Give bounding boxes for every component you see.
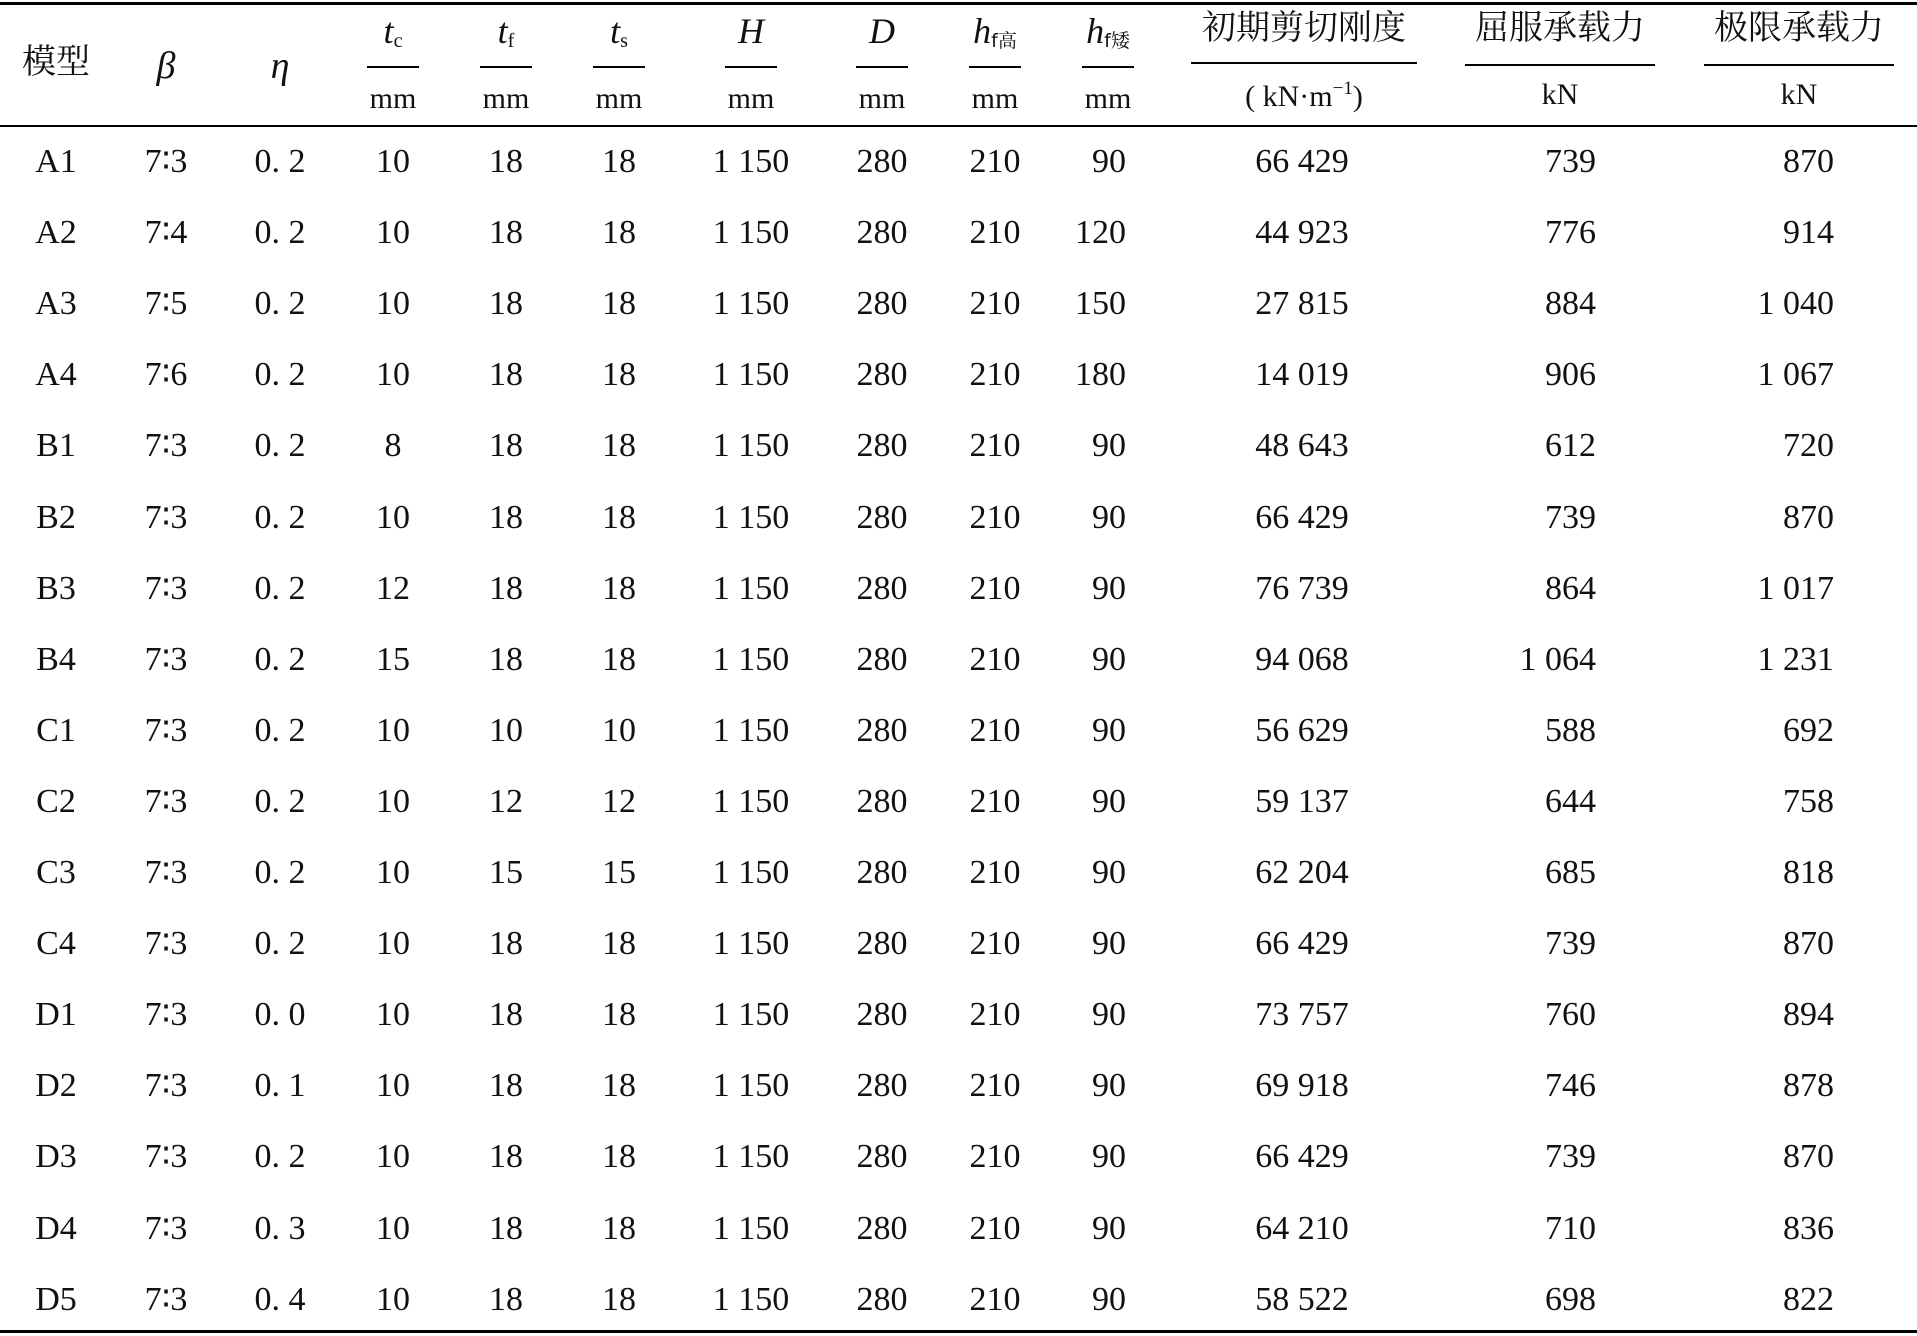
cell-yield: 612 <box>1545 427 1596 464</box>
cell-ultimate: 1 231 <box>1757 641 1834 678</box>
cell-tf: 18 <box>489 427 523 464</box>
header-stiffness-fraction-bar <box>1191 62 1417 64</box>
cell-stiffness: 64 210 <box>1255 1210 1349 1247</box>
cell-beta: 7∶3 <box>144 996 188 1033</box>
cell-H: 1 150 <box>712 356 790 393</box>
cell-eta: 0. 2 <box>254 427 306 464</box>
cell-hf-low: 90 <box>1092 854 1126 891</box>
cell-eta: 0. 2 <box>254 783 306 820</box>
cell-yield: 739 <box>1545 143 1596 180</box>
cell-stiffness: 76 739 <box>1255 570 1349 607</box>
cell-model: D2 <box>35 1067 77 1104</box>
cell-ultimate: 822 <box>1783 1281 1834 1318</box>
cell-stiffness: 58 522 <box>1255 1281 1349 1318</box>
cell-stiffness: 66 429 <box>1255 925 1349 962</box>
cell-hf-low: 90 <box>1092 570 1126 607</box>
cell-beta: 7∶3 <box>144 499 188 536</box>
cell-D: 280 <box>856 996 908 1033</box>
cell-hf-high: 210 <box>969 499 1021 536</box>
cell-H: 1 150 <box>712 854 790 891</box>
cell-tf: 18 <box>489 1138 523 1175</box>
cell-stiffness: 56 629 <box>1255 712 1349 749</box>
header-tc: $t_c$ <box>383 11 403 52</box>
cell-ultimate: 870 <box>1783 499 1834 536</box>
cell-tc: 10 <box>376 1281 410 1318</box>
cell-D: 280 <box>856 1138 908 1175</box>
cell-stiffness: 66 429 <box>1255 499 1349 536</box>
cell-H: 1 150 <box>712 1210 790 1247</box>
cell-tc: 10 <box>376 1138 410 1175</box>
cell-hf-high: 210 <box>969 356 1021 393</box>
cell-ultimate: 1 040 <box>1757 285 1834 322</box>
cell-model: B2 <box>36 499 76 536</box>
cell-beta: 7∶3 <box>144 570 188 607</box>
cell-beta: 7∶3 <box>144 1210 188 1247</box>
cell-beta: 7∶3 <box>144 641 188 678</box>
header-D-unit: mm <box>858 82 906 115</box>
cell-tc: 10 <box>376 996 410 1033</box>
cell-ultimate: 870 <box>1783 1138 1834 1175</box>
cell-ts: 18 <box>602 427 636 464</box>
cell-D: 280 <box>856 570 908 607</box>
cell-beta: 7∶6 <box>144 356 188 393</box>
cell-ts: 18 <box>602 1281 636 1318</box>
cell-ultimate: 894 <box>1783 996 1834 1033</box>
cell-ultimate: 692 <box>1783 712 1834 749</box>
cell-yield: 685 <box>1545 854 1596 891</box>
cell-beta: 7∶3 <box>144 1067 188 1104</box>
cell-eta: 0. 2 <box>254 641 306 678</box>
cell-hf-high: 210 <box>969 570 1021 607</box>
cell-hf-low: 90 <box>1092 641 1126 678</box>
cell-beta: 7∶3 <box>144 712 188 749</box>
cell-eta: 0. 2 <box>254 1138 306 1175</box>
header-eta: η <box>270 45 290 87</box>
table-top-rule <box>0 2 1917 5</box>
header-hf-low: $h_{f矮}$ <box>1086 11 1130 52</box>
cell-tf: 15 <box>489 854 523 891</box>
cell-model: D5 <box>35 1281 77 1318</box>
cell-ultimate: 818 <box>1783 854 1834 891</box>
header-hf-low-unit: mm <box>1084 82 1132 115</box>
cell-tf: 10 <box>489 712 523 749</box>
header-H-fraction-bar <box>725 66 777 68</box>
cell-ts: 18 <box>602 570 636 607</box>
header-hf-high-fraction-bar <box>969 66 1021 68</box>
cell-ts: 12 <box>602 783 636 820</box>
cell-tc: 8 <box>384 427 402 464</box>
cell-D: 280 <box>856 427 908 464</box>
cell-hf-low: 150 <box>1075 285 1126 322</box>
cell-yield: 644 <box>1545 783 1596 820</box>
cell-yield: 739 <box>1545 925 1596 962</box>
cell-hf-high: 210 <box>969 996 1021 1033</box>
cell-hf-low: 90 <box>1092 996 1126 1033</box>
header-D-fraction-bar <box>856 66 908 68</box>
cell-tc: 10 <box>376 143 410 180</box>
header-tc-unit: mm <box>369 82 417 115</box>
cell-tc: 10 <box>376 712 410 749</box>
cell-tf: 18 <box>489 996 523 1033</box>
cell-D: 280 <box>856 783 908 820</box>
cell-yield: 588 <box>1545 712 1596 749</box>
cell-tf: 18 <box>489 356 523 393</box>
cell-stiffness: 14 019 <box>1255 356 1349 393</box>
cell-H: 1 150 <box>712 641 790 678</box>
cell-hf-low: 120 <box>1075 214 1126 251</box>
cell-yield: 906 <box>1545 356 1596 393</box>
cell-H: 1 150 <box>712 925 790 962</box>
cell-D: 280 <box>856 1210 908 1247</box>
cell-H: 1 150 <box>712 214 790 251</box>
cell-tc: 10 <box>376 1067 410 1104</box>
cell-ultimate: 836 <box>1783 1210 1834 1247</box>
cell-H: 1 150 <box>712 1067 790 1104</box>
cell-tf: 12 <box>489 783 523 820</box>
cell-tf: 18 <box>489 1210 523 1247</box>
cell-D: 280 <box>856 1281 908 1318</box>
cell-tc: 10 <box>376 285 410 322</box>
cell-yield: 864 <box>1545 570 1596 607</box>
cell-yield: 884 <box>1545 285 1596 322</box>
cell-model: B3 <box>36 570 76 607</box>
cell-model: D3 <box>35 1138 77 1175</box>
header-ts: $t_s$ <box>610 11 628 52</box>
cell-eta: 0. 2 <box>254 143 306 180</box>
cell-yield: 760 <box>1545 996 1596 1033</box>
cell-eta: 0. 2 <box>254 499 306 536</box>
cell-ts: 18 <box>602 143 636 180</box>
cell-H: 1 150 <box>712 427 790 464</box>
header-H: H <box>738 11 764 51</box>
cell-stiffness: 69 918 <box>1255 1067 1349 1104</box>
cell-ts: 18 <box>602 1138 636 1175</box>
cell-beta: 7∶3 <box>144 143 188 180</box>
cell-tf: 18 <box>489 285 523 322</box>
cell-yield: 746 <box>1545 1067 1596 1104</box>
table-bottom-rule <box>0 1330 1917 1333</box>
cell-hf-low: 90 <box>1092 925 1126 962</box>
cell-model: A1 <box>35 143 77 180</box>
cell-ultimate: 870 <box>1783 143 1834 180</box>
cell-H: 1 150 <box>712 712 790 749</box>
header-yield-fraction-bar <box>1465 64 1655 66</box>
cell-tc: 15 <box>376 641 410 678</box>
cell-D: 280 <box>856 641 908 678</box>
cell-eta: 0. 2 <box>254 285 306 322</box>
header-hf-high-unit: mm <box>971 82 1019 115</box>
cell-model: C2 <box>36 783 76 820</box>
cell-tf: 18 <box>489 499 523 536</box>
cell-model: C3 <box>36 854 76 891</box>
cell-tf: 18 <box>489 143 523 180</box>
cell-H: 1 150 <box>712 783 790 820</box>
cell-tc: 10 <box>376 499 410 536</box>
cell-ultimate: 1 067 <box>1757 356 1834 393</box>
cell-tc: 10 <box>376 854 410 891</box>
cell-hf-low: 90 <box>1092 712 1126 749</box>
header-model: 模型 <box>22 42 90 82</box>
header-ts-unit: mm <box>595 82 643 115</box>
cell-stiffness: 27 815 <box>1255 285 1349 322</box>
cell-H: 1 150 <box>712 1281 790 1318</box>
cell-ts: 18 <box>602 641 636 678</box>
cell-tf: 18 <box>489 570 523 607</box>
cell-stiffness: 66 429 <box>1255 143 1349 180</box>
header-stiffness-unit: ( $kN\cdot m^{-1}$) <box>1245 78 1363 113</box>
cell-tf: 18 <box>489 925 523 962</box>
cell-D: 280 <box>856 214 908 251</box>
cell-yield: 739 <box>1545 1138 1596 1175</box>
cell-ts: 18 <box>602 499 636 536</box>
cell-H: 1 150 <box>712 143 790 180</box>
cell-hf-low: 90 <box>1092 1067 1126 1104</box>
cell-hf-high: 210 <box>969 1138 1021 1175</box>
cell-hf-high: 210 <box>969 712 1021 749</box>
cell-ts: 18 <box>602 1067 636 1104</box>
cell-ts: 18 <box>602 214 636 251</box>
cell-hf-high: 210 <box>969 854 1021 891</box>
header-tc-fraction-bar <box>367 66 419 68</box>
cell-tc: 10 <box>376 214 410 251</box>
cell-H: 1 150 <box>712 499 790 536</box>
header-tf: $t_f$ <box>497 11 515 52</box>
cell-tc: 12 <box>376 570 410 607</box>
cell-tc: 10 <box>376 925 410 962</box>
cell-eta: 0. 4 <box>254 1281 306 1318</box>
cell-eta: 0. 2 <box>254 570 306 607</box>
cell-model: D1 <box>35 996 77 1033</box>
cell-hf-high: 210 <box>969 1067 1021 1104</box>
cell-beta: 7∶3 <box>144 1138 188 1175</box>
cell-ultimate: 1 017 <box>1757 570 1834 607</box>
cell-beta: 7∶3 <box>144 427 188 464</box>
header-ultimate: 极限承载力 <box>1714 8 1884 48</box>
cell-beta: 7∶4 <box>144 214 188 251</box>
cell-hf-high: 210 <box>969 783 1021 820</box>
cell-ts: 15 <box>602 854 636 891</box>
cell-ts: 18 <box>602 996 636 1033</box>
cell-hf-high: 210 <box>969 427 1021 464</box>
cell-yield: 739 <box>1545 499 1596 536</box>
header-hf-high: $h_{f高}$ <box>973 11 1017 52</box>
cell-model: B1 <box>36 427 76 464</box>
cell-stiffness: 73 757 <box>1255 996 1349 1033</box>
cell-stiffness: 94 068 <box>1255 641 1349 678</box>
cell-ultimate: 870 <box>1783 925 1834 962</box>
cell-eta: 0. 2 <box>254 356 306 393</box>
cell-hf-high: 210 <box>969 285 1021 322</box>
cell-hf-high: 210 <box>969 214 1021 251</box>
cell-D: 280 <box>856 285 908 322</box>
cell-tf: 18 <box>489 214 523 251</box>
cell-model: C4 <box>36 925 76 962</box>
cell-beta: 7∶3 <box>144 854 188 891</box>
cell-model: A4 <box>35 356 77 393</box>
cell-tf: 18 <box>489 1281 523 1318</box>
header-yield-unit: kN <box>1541 78 1579 111</box>
cell-ts: 18 <box>602 356 636 393</box>
cell-hf-high: 210 <box>969 641 1021 678</box>
cell-D: 280 <box>856 1067 908 1104</box>
cell-stiffness: 66 429 <box>1255 1138 1349 1175</box>
cell-model: A2 <box>35 214 77 251</box>
cell-ts: 18 <box>602 285 636 322</box>
cell-beta: 7∶3 <box>144 925 188 962</box>
cell-ultimate: 720 <box>1783 427 1834 464</box>
cell-ultimate: 878 <box>1783 1067 1834 1104</box>
cell-model: B4 <box>36 641 76 678</box>
cell-hf-high: 210 <box>969 143 1021 180</box>
cell-hf-low: 90 <box>1092 499 1126 536</box>
cell-H: 1 150 <box>712 570 790 607</box>
cell-H: 1 150 <box>712 285 790 322</box>
cell-ts: 18 <box>602 1210 636 1247</box>
cell-tf: 18 <box>489 641 523 678</box>
cell-tc: 10 <box>376 1210 410 1247</box>
header-yield: 屈服承载力 <box>1475 8 1645 48</box>
cell-hf-low: 90 <box>1092 143 1126 180</box>
cell-stiffness: 59 137 <box>1255 783 1349 820</box>
header-hf-low-fraction-bar <box>1082 66 1134 68</box>
header-H-unit: mm <box>727 82 775 115</box>
cell-hf-high: 210 <box>969 1210 1021 1247</box>
cell-eta: 0. 0 <box>254 996 306 1033</box>
cell-hf-low: 180 <box>1075 356 1126 393</box>
cell-ts: 10 <box>602 712 636 749</box>
cell-tf: 18 <box>489 1067 523 1104</box>
cell-stiffness: 44 923 <box>1255 214 1349 251</box>
cell-ultimate: 758 <box>1783 783 1834 820</box>
cell-eta: 0. 2 <box>254 214 306 251</box>
cell-hf-low: 90 <box>1092 427 1126 464</box>
header-ultimate-fraction-bar <box>1704 64 1894 66</box>
cell-D: 280 <box>856 143 908 180</box>
cell-H: 1 150 <box>712 1138 790 1175</box>
header-ts-fraction-bar <box>593 66 645 68</box>
cell-D: 280 <box>856 712 908 749</box>
cell-hf-high: 210 <box>969 925 1021 962</box>
table-header-rule <box>0 125 1917 127</box>
header-stiffness: 初期剪切刚度 <box>1202 8 1406 48</box>
cell-tc: 10 <box>376 356 410 393</box>
cell-H: 1 150 <box>712 996 790 1033</box>
cell-yield: 1 064 <box>1519 641 1596 678</box>
header-tf-fraction-bar <box>480 66 532 68</box>
cell-yield: 698 <box>1545 1281 1596 1318</box>
cell-stiffness: 62 204 <box>1255 854 1349 891</box>
cell-model: A3 <box>35 285 77 322</box>
header-ultimate-unit: kN <box>1780 78 1818 111</box>
cell-eta: 0. 1 <box>254 1067 306 1104</box>
cell-stiffness: 48 643 <box>1255 427 1349 464</box>
cell-D: 280 <box>856 925 908 962</box>
cell-tc: 10 <box>376 783 410 820</box>
cell-eta: 0. 2 <box>254 712 306 749</box>
cell-eta: 0. 2 <box>254 925 306 962</box>
header-D: D <box>869 11 895 51</box>
cell-D: 280 <box>856 499 908 536</box>
header-beta: β <box>156 45 176 87</box>
cell-eta: 0. 2 <box>254 854 306 891</box>
cell-hf-low: 90 <box>1092 783 1126 820</box>
cell-hf-low: 90 <box>1092 1138 1126 1175</box>
cell-beta: 7∶5 <box>144 285 188 322</box>
cell-D: 280 <box>856 356 908 393</box>
cell-beta: 7∶3 <box>144 783 188 820</box>
cell-yield: 776 <box>1545 214 1596 251</box>
cell-ultimate: 914 <box>1783 214 1834 251</box>
cell-D: 280 <box>856 854 908 891</box>
header-tf-unit: mm <box>482 82 530 115</box>
cell-hf-high: 210 <box>969 1281 1021 1318</box>
cell-model: C1 <box>36 712 76 749</box>
cell-hf-low: 90 <box>1092 1210 1126 1247</box>
cell-hf-low: 90 <box>1092 1281 1126 1318</box>
cell-ts: 18 <box>602 925 636 962</box>
cell-beta: 7∶3 <box>144 1281 188 1318</box>
cell-yield: 710 <box>1545 1210 1596 1247</box>
cell-model: D4 <box>35 1210 77 1247</box>
cell-eta: 0. 3 <box>254 1210 306 1247</box>
